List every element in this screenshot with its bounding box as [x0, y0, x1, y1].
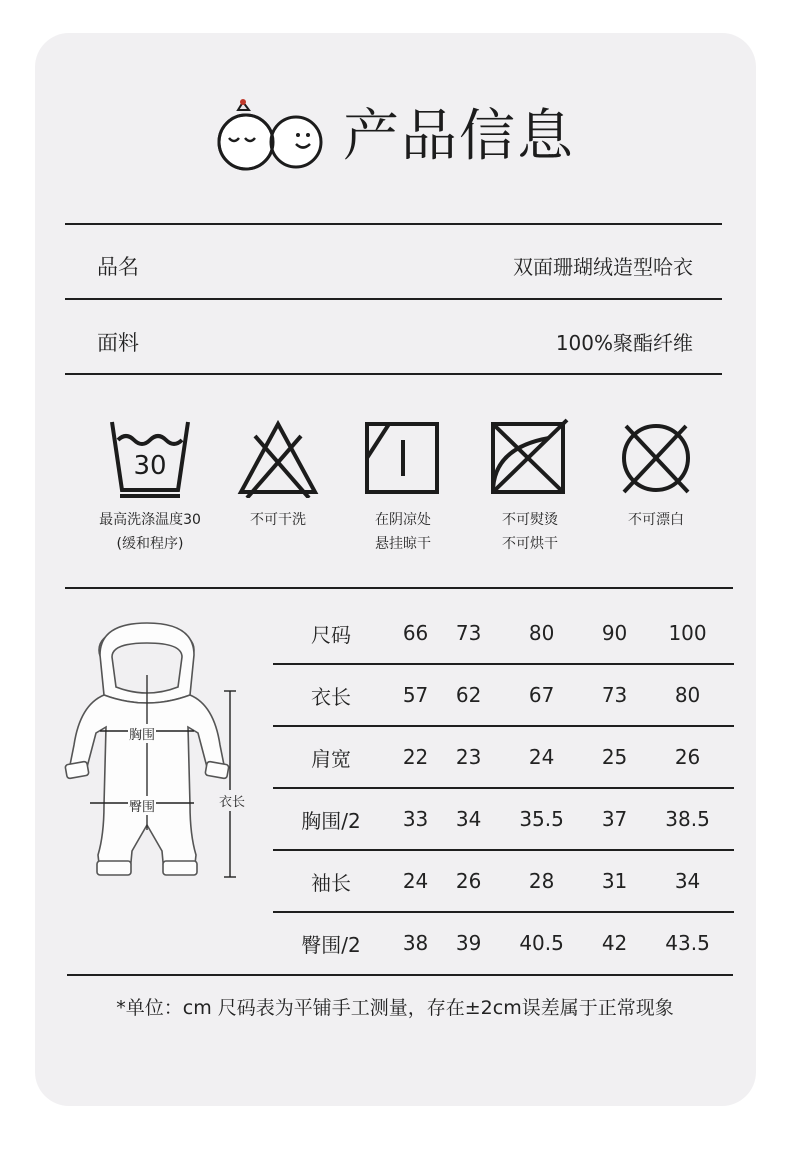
care-text: 在阴凉处 [375, 512, 431, 528]
table-cell: 40.5 [519, 931, 564, 955]
care-text: 悬挂晾干 [375, 536, 431, 552]
no-dryclean-icon [616, 418, 696, 498]
row-header-cell: 胸围/2 [301, 808, 361, 833]
table-cell: 31 [601, 869, 628, 893]
row-header-cell: 肩宽 [311, 746, 351, 771]
no-tumble-dry-icon [489, 418, 571, 498]
no-bleach-icon [237, 418, 319, 498]
care-no-tumble [475, 418, 585, 556]
table-cell: 80 [528, 621, 555, 645]
table-cell: 37 [601, 807, 628, 831]
table-cell: 34 [455, 807, 482, 831]
length-label: 衣长 [219, 790, 245, 811]
table-cell: 38 [402, 931, 429, 955]
care-text: 不可干洗 [250, 512, 306, 528]
care-text: 不可熨烫 [502, 512, 558, 528]
page-title: 产品信息 [343, 104, 575, 169]
table-cell: 38.5 [665, 807, 710, 831]
product-name-value: 双面珊瑚绒造型哈衣 [513, 255, 693, 279]
table-cell: 80 [674, 683, 701, 707]
divider [65, 587, 733, 589]
table-cell: 24 [528, 745, 555, 769]
table-cell: 24 [402, 869, 429, 893]
care-text: (缓和程序) [116, 536, 184, 552]
chest-label: 胸围 [128, 724, 156, 743]
table-row [273, 726, 734, 788]
row-header-cell: 袖长 [311, 870, 351, 895]
table-cell: 43.5 [665, 931, 710, 955]
care-text: 不可烘干 [502, 536, 558, 552]
wash-temp-number: 30 [133, 451, 167, 481]
romper-diagram-icon [60, 615, 260, 895]
table-cell: 73 [455, 621, 482, 645]
table-row [273, 664, 734, 726]
table-cell: 42 [601, 931, 628, 955]
care-text: 最高洗涤温度30 [99, 512, 201, 528]
care-text: 不可漂白 [628, 512, 684, 528]
table-cell: 66 [402, 621, 429, 645]
table-cell: 34 [674, 869, 701, 893]
care-no-dryclean [223, 418, 333, 532]
fabric-value: 100%聚酯纤维 [555, 331, 693, 355]
table-cell: 33 [402, 807, 429, 831]
table-row [273, 788, 734, 850]
care-no-bleach [601, 418, 711, 532]
table-cell: 67 [528, 683, 555, 707]
table-cell: 90 [601, 621, 628, 645]
row-header-cell: 衣长 [311, 684, 351, 709]
divider [65, 223, 722, 225]
product-name-label: 品名 [97, 255, 139, 279]
table-cell: 23 [455, 745, 482, 769]
wash-30-icon [108, 418, 192, 498]
dry-flat-shade-icon [363, 418, 443, 498]
table-cell: 73 [601, 683, 628, 707]
table-cell: 22 [402, 745, 429, 769]
table-cell: 100 [668, 621, 707, 645]
table-row [273, 912, 734, 973]
size-table [273, 603, 734, 973]
brand-logo-icon [213, 98, 325, 178]
care-dry-shade [348, 418, 458, 556]
table-cell: 39 [455, 931, 482, 955]
table-cell: 28 [528, 869, 555, 893]
divider [67, 974, 733, 976]
table-cell: 25 [601, 745, 628, 769]
fabric-label: 面料 [97, 331, 139, 355]
hip-label: 臀围 [128, 796, 156, 815]
row-header-cell: 尺码 [311, 622, 351, 647]
table-cell: 35.5 [519, 807, 564, 831]
row-header-cell: 臀围/2 [301, 932, 361, 957]
table-row [273, 850, 734, 912]
care-wash-30 [95, 418, 205, 556]
table-cell: 26 [674, 745, 701, 769]
table-cell: 26 [455, 869, 482, 893]
divider [65, 298, 722, 300]
footnote: *单位：cm 尺码表为平铺手工测量，存在±2cm误差属于正常现象 [116, 997, 674, 1019]
table-cell: 57 [402, 683, 429, 707]
divider [65, 373, 722, 375]
table-header-row [273, 603, 734, 664]
table-cell: 62 [455, 683, 482, 707]
